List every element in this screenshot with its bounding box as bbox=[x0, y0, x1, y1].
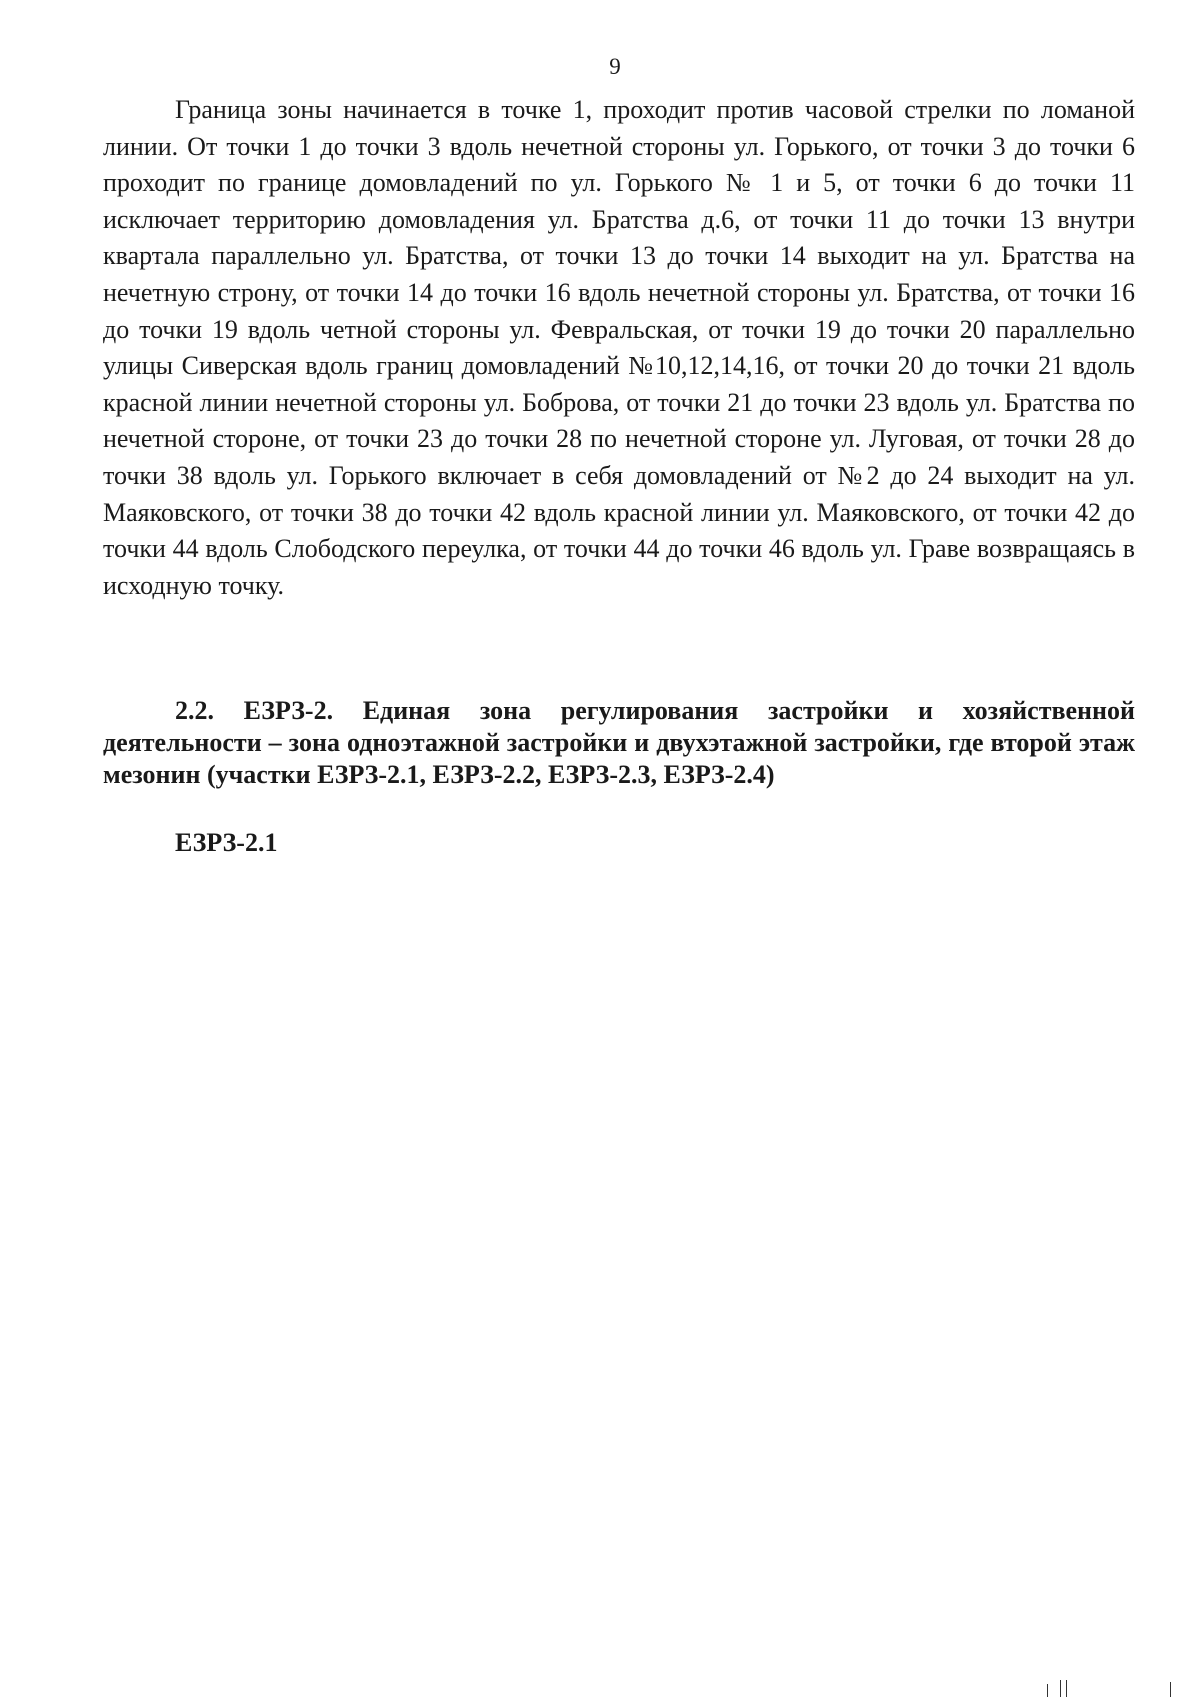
scan-mark bbox=[1047, 1684, 1048, 1697]
subsection-label: ЕЗРЗ-2.1 bbox=[175, 828, 278, 857]
page-number: 9 bbox=[609, 54, 621, 79]
section-heading: 2.2. ЕЗРЗ-2. Единая зона регулирования застройки и хозяйственной деятельности – зона одноэтажной застройки и двухэтажной застройки, где второй этаж мезонин (участки ЕЗРЗ-2.1, ЕЗРЗ-2.2, ЕЗРЗ-2.3, ЕЗРЗ-2.4) bbox=[103, 696, 1135, 789]
scan-mark bbox=[1060, 1680, 1061, 1697]
body-paragraph: Граница зоны начинается в точке 1, проходит против часовой стрелки по ломаной линии. От точки 1 до точки 3 вдоль нечетной стороны ул. Горького, от точки 3 до точки 6 проходит по границе домовладений по ул. Горького № 1 и 5, от точки 6 до точки 11 исключает территорию домовладения ул. Братства д.6, от точки 11 до точки 13 внутри квартала параллельно ул. Братства, от точки 13 до точки 14 выходит на ул. Братства на нечетную строну, от точки 14 до точки 16 вдоль нечетной стороны ул. Братства, от точки 16 до точки 19 вдоль четной стороны ул. Февральская, от точки 19 до точки 20 параллельно улицы Сиверская вдоль границ домовладений №10,12,14,16, от точки 20 до точки 21 вдоль красной линии нечетной стороны ул. Боброва, от точки 21 до точки 23 вдоль ул. Братства по нечетной стороне, от точки 23 до точки 28 по нечетной стороне ул. Луговая, от точки 28 до точки 38 вдоль ул. Горького включает в себя домовладений от №2 до 24 выходит на ул. Маяковского, от точки 38 до точки 42 вдоль красной линии ул. Маяковского, от точки 42 до точки 44 вдоль Слободского переулка, от точки 44 до точки 46 вдоль ул. Граве возвращаясь в исходную точку. bbox=[103, 95, 1135, 600]
scan-mark bbox=[1170, 1682, 1171, 1697]
scan-mark bbox=[1066, 1680, 1067, 1697]
